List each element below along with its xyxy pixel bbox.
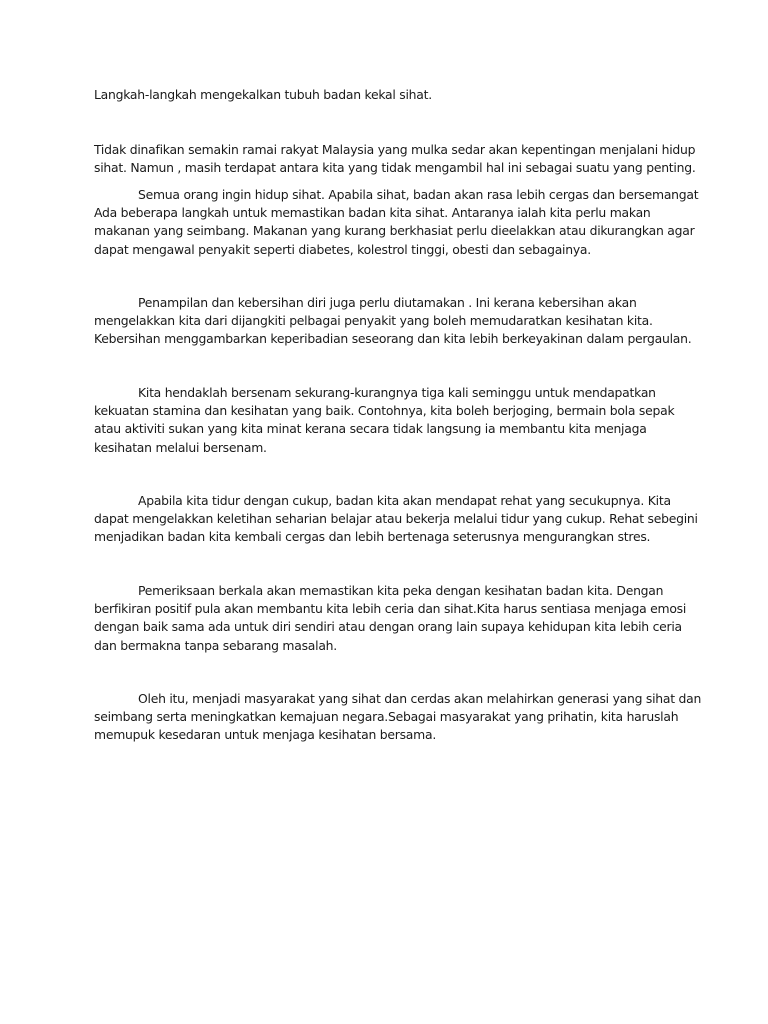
paragraph-line: atau aktiviti sukan yang kita minat kerana secara tidak langsung ia membantu kita menjaga <box>94 421 647 437</box>
paragraph-line: seimbang serta meningkatkan kemajuan negara.Sebagai masyarakat yang prihatin, kita haruslah <box>94 709 679 725</box>
paragraph-sleep <box>94 492 698 547</box>
paragraph-line: dapat mengelakkan keletihan seharian belajar atau bekerja melalui tidur yang cukup. Rehat sebegini <box>94 511 698 527</box>
paragraph-line: dengan baik sama ada untuk diri sendiri atau dengan orang lain supaya kehidupan kita lebih ceria <box>94 619 682 635</box>
paragraph-line: makanan yang seimbang. Makanan yang kurang berkhasiat perlu dieelakkan atau dikurangkan agar <box>94 223 695 239</box>
paragraph-healthy-diet <box>94 186 699 259</box>
paragraph-line: Kebersihan menggambarkan keperibadian seseorang dan kita lebih berkeyakinan dalam pergaulan. <box>94 331 692 347</box>
paragraph-line: dapat mengawal penyakit seperti diabetes, kolestrol tinggi, obesti dan sebagainya. <box>94 241 591 257</box>
paragraph-line: kesihatan melalui bersenam. <box>94 439 267 455</box>
paragraph-line: memupuk kesedaran untuk menjaga kesihatan bersama. <box>94 727 437 743</box>
paragraph-line: Penampilan dan kebersihan diri juga perlu diutamakan . Ini kerana kebersihan akan <box>138 295 637 310</box>
paragraph-line: Pemeriksaan berkala akan memastikan kita peka dengan kesihatan badan kita. Dengan <box>138 583 664 598</box>
paragraph-intro <box>94 141 694 177</box>
paragraph-line: Oleh itu, menjadi masyarakat yang sihat dan cerdas akan melahirkan generasi yang sihat dan <box>138 691 702 706</box>
paragraph-hygiene <box>94 294 694 349</box>
document-title: Langkah-langkah mengekalkan tubuh badan kekal sihat. <box>94 87 432 102</box>
paragraph-line: sihat. Namun , masih terdapat antara kita yang tidak mengambil hal ini sebagai suatu yang penting. <box>94 160 696 176</box>
paragraph-line: kekuatan stamina dan kesihatan yang baik. Contohnya, kita boleh berjoging, bermain bola sepak <box>94 403 675 419</box>
paragraph-conclusion <box>94 690 702 745</box>
paragraph-line: Apabila kita tidur dengan cukup, badan kita akan mendapat rehat yang secukupnya. Kita <box>138 493 671 508</box>
paragraph-line: Semua orang ingin hidup sihat. Apabila sihat, badan akan rasa lebih cergas dan bersemangat <box>138 187 699 202</box>
paragraph-line: Ada beberapa langkah untuk memastikan badan kita sihat. Antaranya ialah kita perlu makan <box>94 205 651 221</box>
paragraph-checkup <box>94 582 694 655</box>
paragraph-line: berfikiran positif pula akan membantu kita lebih ceria dan sihat.Kita harus sentiasa menjaga emosi <box>94 601 687 617</box>
paragraph-line: Tidak dinafikan semakin ramai rakyat Malaysia yang mulka sedar akan kepentingan menjalani hidup <box>94 142 696 157</box>
paragraph-line: menjadikan badan kita kembali cergas dan lebih bertenaga seterusnya mengurangkan stres. <box>94 529 651 545</box>
paragraph-line: dan bermakna tanpa sebarang masalah. <box>94 637 337 653</box>
paragraph-line: mengelakkan kita dari dijangkiti pelbagai penyakit yang boleh memudaratkan kesihatan kita. <box>94 313 653 329</box>
paragraph-exercise <box>94 384 694 457</box>
paragraph-line: Kita hendaklah bersenam sekurang-kurangnya tiga kali seminggu untuk mendapatkan <box>138 385 656 400</box>
